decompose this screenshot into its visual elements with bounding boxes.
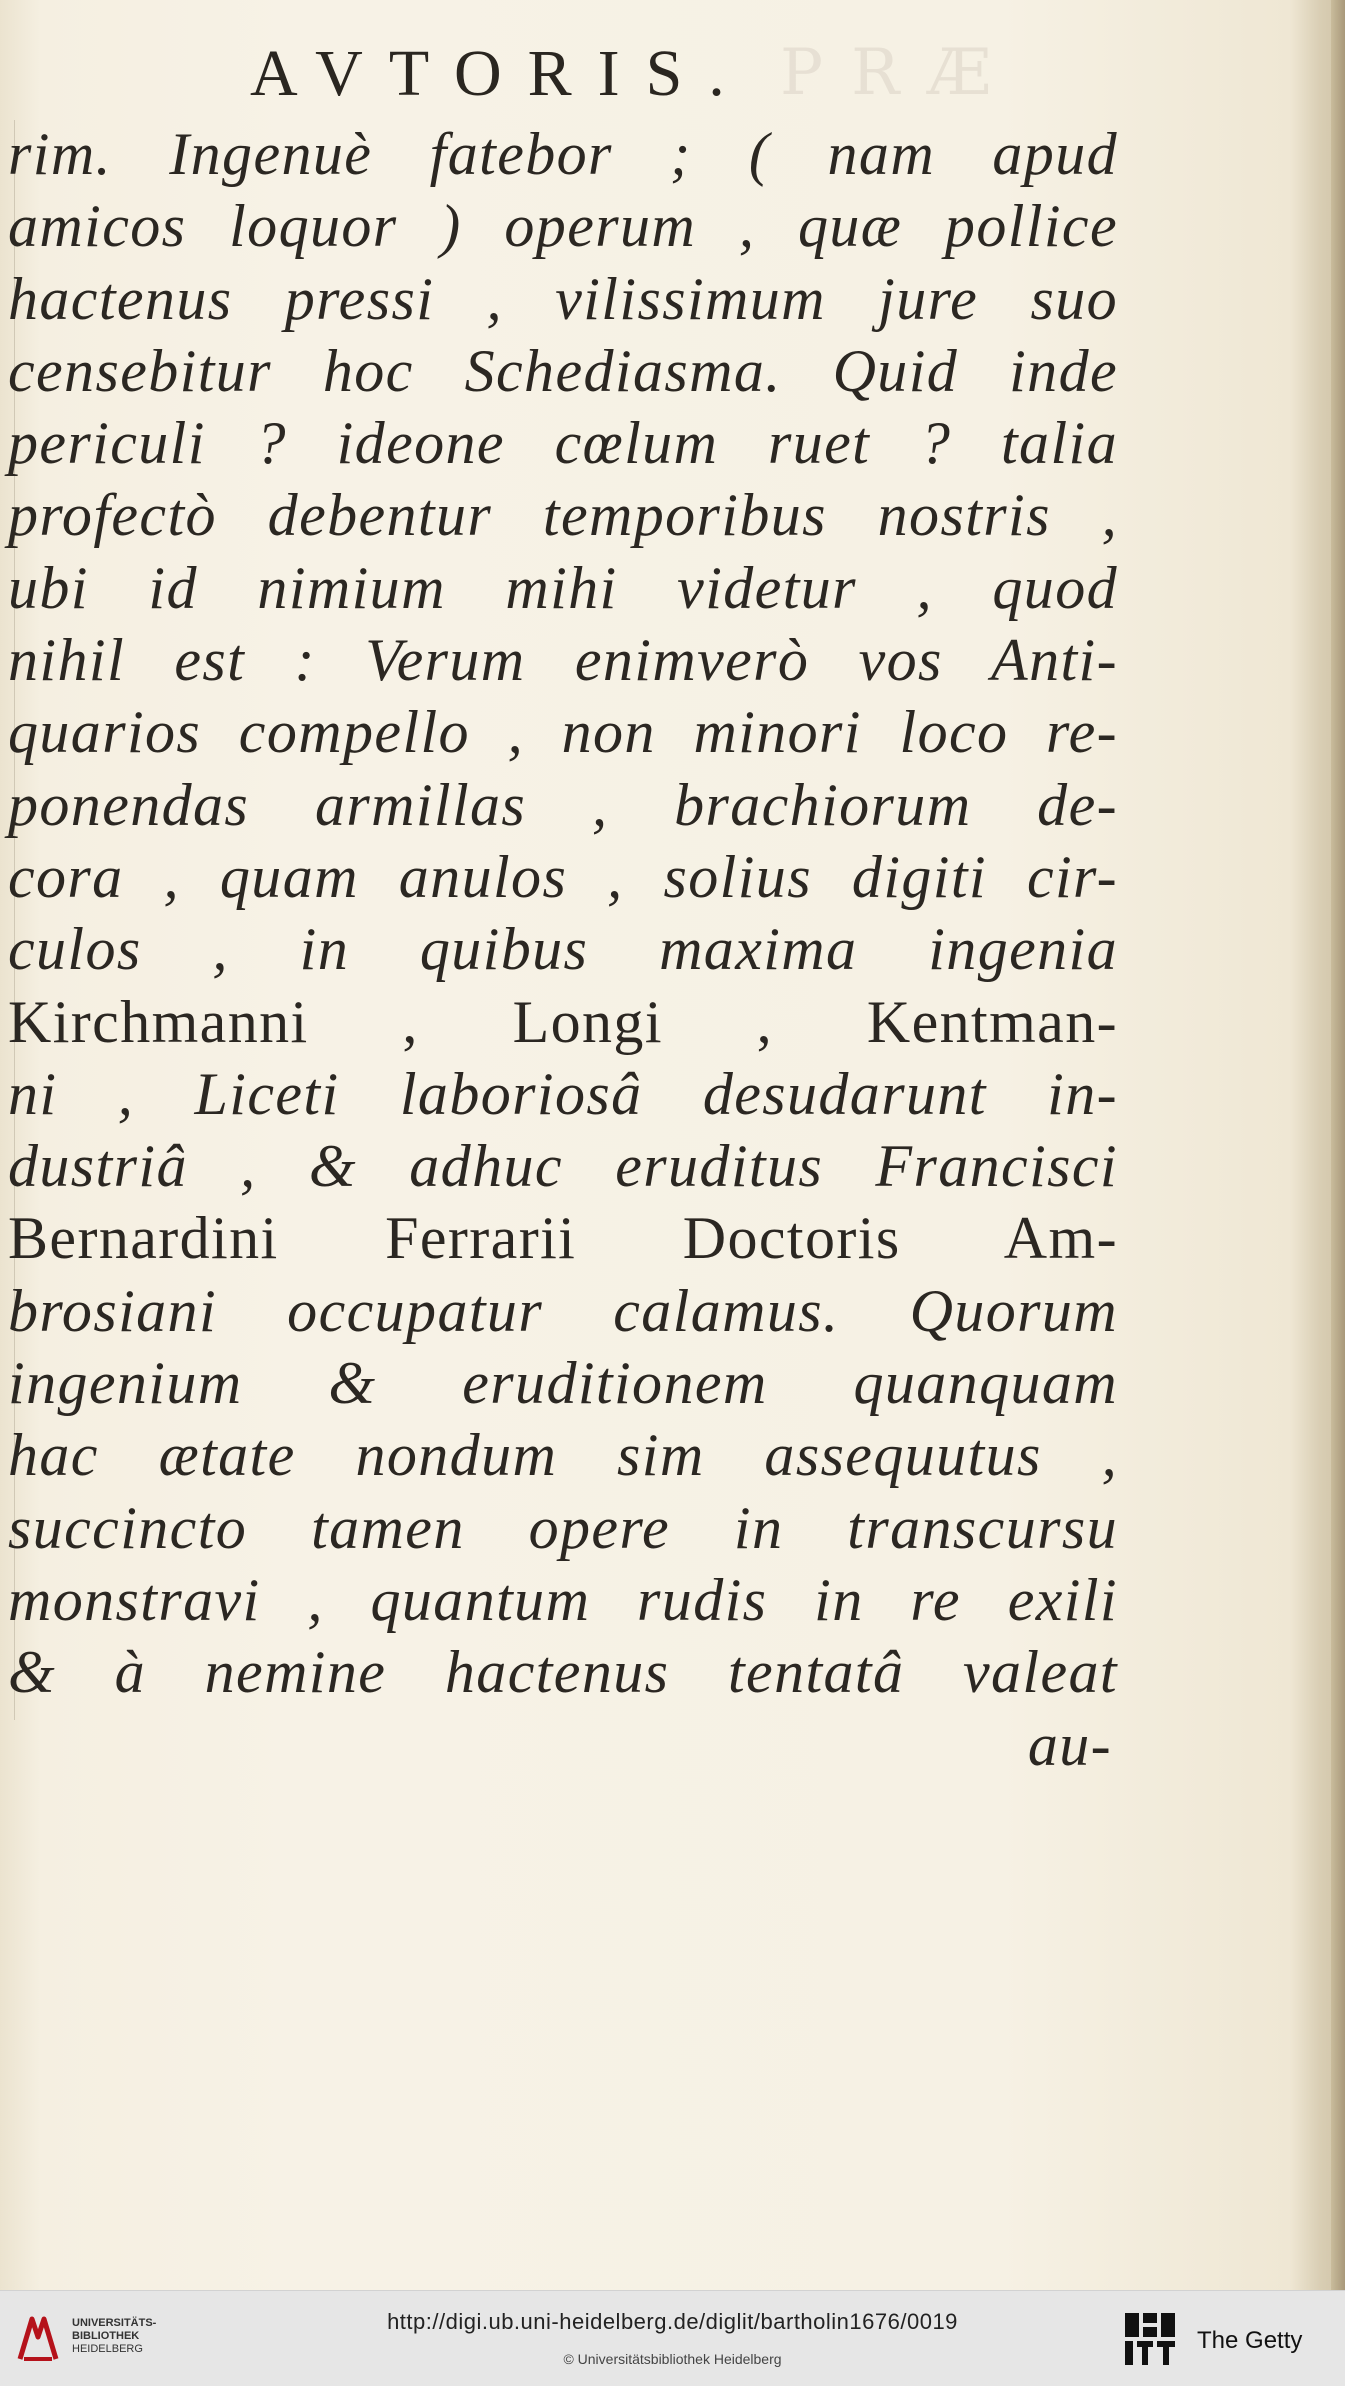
text-line-2: amicos loquor ) operum , quæ pollice <box>8 193 1118 260</box>
page-edge <box>1331 0 1345 2290</box>
getty-name: The Getty <box>1197 2327 1303 2354</box>
text-line-15: dustriâ , & adhuc eruditus Francisci <box>8 1133 1118 1200</box>
text-line-7: ubi id nimium mihi videtur , quod <box>8 554 1118 621</box>
permalink-url[interactable]: http://digi.ub.uni-heidelberg.de/diglit/bartholin1676/0019 <box>387 2309 958 2334</box>
running-head: AVTORIS. <box>250 37 751 110</box>
text-line-19: hac ætate nondum sim assequutus , <box>8 1422 1118 1489</box>
bleed-through-text: PRÆ <box>780 36 1020 110</box>
text-line-22: & à nemine hactenus tentatâ valeat <box>8 1639 1118 1706</box>
getty-logo[interactable] <box>1121 2309 1321 2369</box>
library-name-line-2: BIBLIOTHEK <box>72 2330 140 2342</box>
text-line-9: quarios compello , non minori loco re- <box>8 699 1118 766</box>
text-line-11: cora , quam anulos , solius digiti cir- <box>8 843 1118 910</box>
text-line-17: brosiani occupatur calamus. Quorum <box>8 1277 1118 1344</box>
getty-mark-icon <box>1121 2309 1181 2369</box>
text-line-13: Kirchmanni , Longi , Kentman- <box>8 988 1118 1055</box>
text-line-4: censebitur hoc Schediasma. Quid inde <box>8 337 1118 404</box>
text-line-14: ni , Liceti laboriosâ desudarunt in- <box>8 1060 1118 1127</box>
copyright-notice: © Universitätsbibliothek Heidelberg <box>563 2351 782 2367</box>
text-line-20: succincto tamen opere in transcursu <box>8 1494 1118 1561</box>
text-line-8: nihil est : Verum enimverò vos Anti- <box>8 627 1118 694</box>
text-line-10: ponendas armillas , brachiorum de- <box>8 771 1118 838</box>
text-line-6: profectò debentur temporibus nostris , <box>8 482 1118 549</box>
library-name-line-1: UNIVERSITÄTS- <box>72 2317 157 2329</box>
text-line-12: culos , in quibus maxima ingenia <box>8 916 1118 983</box>
text-line-5: periculi ? ideone cœlum ruet ? talia <box>8 410 1118 477</box>
text-line-21: monstravi , quantum rudis in re exili <box>8 1566 1118 1633</box>
text-line-16: Bernardini Ferrarii Doctoris Am- <box>8 1205 1118 1272</box>
body-text <box>8 118 1118 1781</box>
catchword: au- <box>1027 1711 1112 1778</box>
text-line-18: ingenium & eruditionem quanquam <box>8 1350 1118 1417</box>
library-name-line-3: HEIDELBERG <box>72 2343 143 2355</box>
text-line-1: rim. Ingenuè fatebor ; ( nam apud <box>8 121 1118 187</box>
viewer-footer <box>0 2290 1345 2386</box>
text-line-3: hactenus pressi , vilissimum jure suo <box>8 265 1118 332</box>
